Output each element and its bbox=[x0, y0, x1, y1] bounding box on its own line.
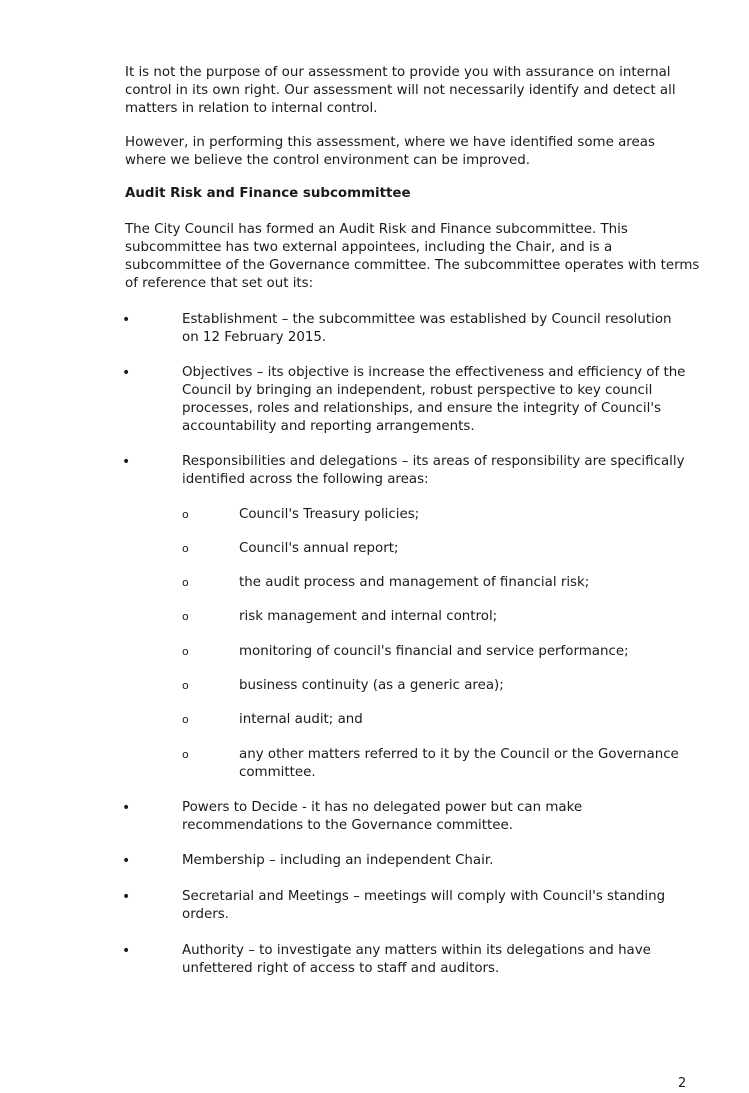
sub-list-item-text: the audit process and management of financial risk; bbox=[239, 575, 590, 590]
intro-paragraph-1: It is not the purpose of our assessment to provide you with assurance on internal control in its own right. Our assessment will not necessarily identify and detect all matters in relation to internal control. bbox=[125, 65, 676, 116]
bullet-marker: • bbox=[122, 853, 131, 869]
sub-bullet-marker: o bbox=[182, 610, 189, 623]
bullet-marker: • bbox=[122, 365, 131, 381]
list-item-text: Objectives – its objective is increase the effectiveness and efficiency of the Council by bringing an independent, robust perspective to key council processes, roles and relationships, and ensure the integrity of Council's accountability and reporting arrangements. bbox=[182, 365, 686, 434]
intro-paragraph-2: However, in performing this assessment, where we have identified some areas where we believe the control environment can be improved. bbox=[125, 135, 655, 168]
sub-bullet-marker: o bbox=[182, 713, 189, 726]
sub-list-item-text: internal audit; and bbox=[239, 712, 363, 727]
bullet-marker: • bbox=[122, 454, 131, 470]
list-item-text: Establishment – the subcommittee was established by Council resolution on 12 February 2015. bbox=[182, 312, 672, 345]
bullet-marker: • bbox=[122, 800, 131, 816]
bullet-marker: • bbox=[122, 312, 131, 328]
bullet-marker: • bbox=[122, 943, 131, 959]
sub-bullet-marker: o bbox=[182, 542, 189, 555]
page-number: 2 bbox=[678, 1076, 687, 1091]
sub-bullet-marker: o bbox=[182, 508, 189, 521]
section-heading: Audit Risk and Finance subcommittee bbox=[125, 186, 411, 201]
bullet-marker: • bbox=[122, 889, 131, 905]
sub-list-item-text: Council's Treasury policies; bbox=[239, 507, 420, 522]
list-item-text: Powers to Decide - it has no delegated power but can make recommendations to the Governance committee. bbox=[182, 800, 583, 833]
sub-list-item-text: monitoring of council's financial and service performance; bbox=[239, 644, 629, 659]
sub-bullet-marker: o bbox=[182, 576, 189, 589]
sub-list-item-text: Council's annual report; bbox=[239, 541, 399, 556]
sub-list-item-text: business continuity (as a generic area); bbox=[239, 678, 504, 693]
sub-list-item-text: any other matters referred to it by the Council or the Governance committee. bbox=[239, 747, 679, 780]
sub-bullet-marker: o bbox=[182, 645, 189, 658]
list-item-text: Secretarial and Meetings – meetings will comply with Council's standing orders. bbox=[182, 889, 666, 922]
sub-bullet-marker: o bbox=[182, 748, 189, 761]
section-paragraph: The City Council has formed an Audit Risk and Finance subcommittee. This subcommittee has two external appointees, including the Chair, and is a subcommittee of the Governance committee. The subcommittee operates with terms of reference that set out its: bbox=[125, 222, 700, 291]
sub-list-item-text: risk management and internal control; bbox=[239, 609, 498, 624]
list-item-text: Membership – including an independent Chair. bbox=[182, 853, 494, 868]
list-item-text: Authority – to investigate any matters within its delegations and have unfettered right of access to staff and auditors. bbox=[182, 943, 651, 976]
list-item-text: Responsibilities and delegations – its areas of responsibility are specifically identified across the following areas: bbox=[182, 454, 685, 487]
sub-bullet-marker: o bbox=[182, 679, 189, 692]
